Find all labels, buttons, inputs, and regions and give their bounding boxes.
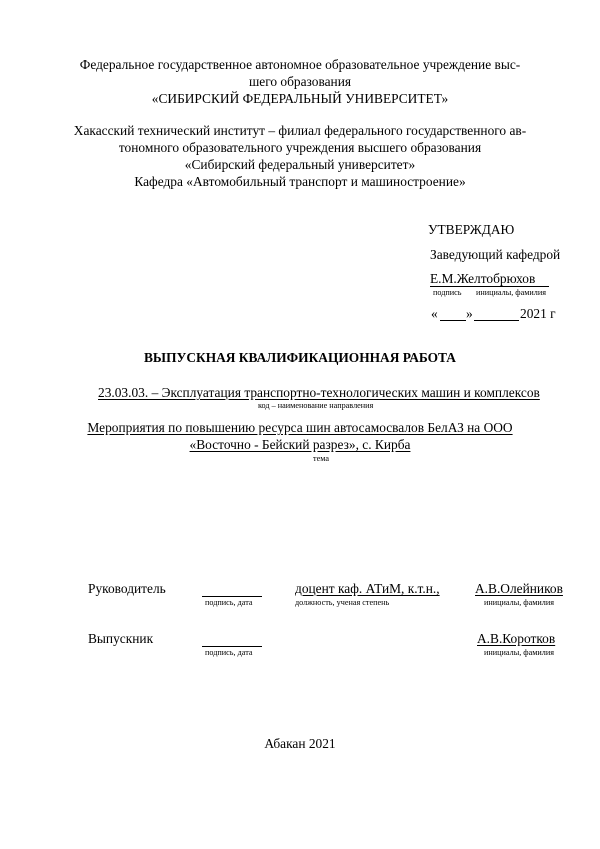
topic-line-2: «Восточно - Бейский разрез», с. Кирба xyxy=(189,437,411,452)
graduate-signature-line xyxy=(202,646,262,647)
approval-date-open-quote: « xyxy=(431,306,438,321)
supervisor-name-caption: инициалы, фамилия xyxy=(484,598,555,607)
institute-line-3: «Сибирский федеральный университет» xyxy=(184,157,416,172)
graduate-role: Выпускник xyxy=(88,631,154,646)
supervisor-name: А.В.Олейников xyxy=(475,581,563,596)
approval-signature-line xyxy=(430,286,549,287)
supervisor-position: доцент каф. АТиМ, к.т.н., xyxy=(295,581,440,596)
city-year: Абакан 2021 xyxy=(264,736,336,751)
approval-position: Заведующий кафедрой xyxy=(430,247,561,262)
supervisor-sign-caption: подпись, дата xyxy=(205,598,253,607)
supervisor-position-caption: должность, ученая степень xyxy=(295,598,390,607)
graduate-name: А.В.Коротков xyxy=(477,631,556,646)
institute-line-2: тономного образовательного учреждения высшего образования xyxy=(118,140,482,155)
work-title: ВЫПУСКНАЯ КВАЛИФИКАЦИОННАЯ РАБОТА xyxy=(144,350,456,365)
university-header-line-1: Федеральное государственное автономное образовательное учреждение выс- xyxy=(79,57,521,72)
approval-date-close-quote: » xyxy=(466,306,473,321)
institute-line-1: Хакасский технический институт – филиал федерального государственного ав- xyxy=(73,123,527,138)
university-name: «СИБИРСКИЙ ФЕДЕРАЛЬНЫЙ УНИВЕРСИТЕТ» xyxy=(151,91,449,106)
topic-line-1: Мероприятия по повышению ресурса шин автосамосвалов БелАЗ на ООО xyxy=(87,420,513,435)
approval-name-caption: инициалы, фамилия xyxy=(476,288,547,297)
university-header-line-2: шего образования xyxy=(248,74,352,89)
graduate-sign-caption: подпись, дата xyxy=(205,648,253,657)
approval-day-line xyxy=(440,320,466,321)
department-name: Кафедра «Автомобильный транспорт и машиностроение» xyxy=(134,174,466,189)
approval-month-line xyxy=(474,320,519,321)
topic-caption: тема xyxy=(313,454,329,463)
supervisor-signature-line xyxy=(202,596,262,597)
graduate-name-caption: инициалы, фамилия xyxy=(484,648,555,657)
approval-sign-caption: подпись xyxy=(433,288,462,297)
direction-text: 23.03.03. – Эксплуатация транспортно-технологических машин и комплексов xyxy=(98,385,540,400)
approval-year: 2021 г xyxy=(520,306,556,321)
supervisor-role: Руководитель xyxy=(88,581,166,596)
approval-head-name: Е.М.Желтобрюхов xyxy=(430,271,536,286)
approval-title: УТВЕРЖДАЮ xyxy=(428,222,515,237)
direction-caption: код – наименование направления xyxy=(258,401,374,410)
